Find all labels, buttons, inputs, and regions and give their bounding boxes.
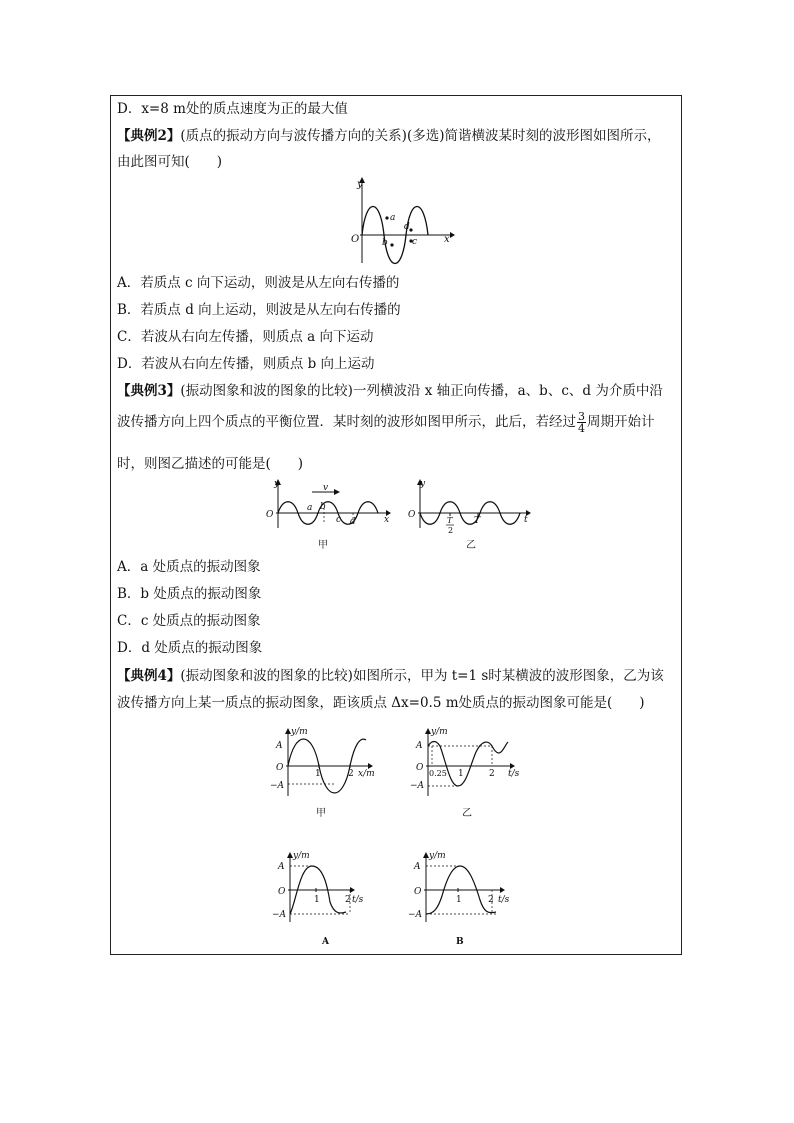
ex4-A-negA: −A xyxy=(272,910,287,920)
prev-option-d: D．x=8 m处的质点速度为正的最大值 xyxy=(117,101,348,117)
ex4-B-negA: −A xyxy=(408,910,423,920)
ex4-jia-negA: −A xyxy=(270,781,285,791)
ex3-yi-t: t xyxy=(524,515,528,525)
ex3-yi-T: T xyxy=(474,516,481,526)
ex4-jia-ylabel: y/m xyxy=(291,727,308,737)
ex4-B-t1: 1 xyxy=(456,895,462,905)
ex4-B-A: A xyxy=(414,862,421,872)
ex3-jia-x: x xyxy=(384,515,390,525)
ex3-fig-yi xyxy=(402,478,532,550)
ex2-option-a: A．若质点 c 向下运动，则波是从左向右传播的 xyxy=(117,275,400,291)
ex4-yi-t2: 2 xyxy=(489,769,495,779)
ex3-yi-y: y xyxy=(420,479,426,489)
ex4-A-caption: A xyxy=(322,937,329,947)
ex2-origin: O xyxy=(351,234,360,245)
ex3-line1 xyxy=(117,382,663,400)
ex4-yi-O: O xyxy=(416,763,424,773)
ex4-yi-negA: −A xyxy=(410,781,425,791)
ex4-A-A: A xyxy=(278,862,285,872)
ex4-line2: 波传播方向上某一质点的振动图象，距该质点 Δx=0.5 m处质点的振动图象可能是( ) xyxy=(117,695,645,711)
ex3-jia-origin: O xyxy=(266,510,274,520)
ex4-A-ylabel: y/m xyxy=(293,851,310,861)
ex3-option-b: B．b 处质点的振动图象 xyxy=(117,586,262,602)
ex4-yi-ylabel: y/m xyxy=(431,727,448,737)
ex3-yi-caption: 乙 xyxy=(466,540,476,551)
ex4-B-ylabel: y/m xyxy=(429,851,446,861)
ex4-B-xlabel: t/s xyxy=(498,895,510,905)
ex3-jia-y: y xyxy=(274,479,280,489)
ex4-A-t2: 2 xyxy=(345,895,351,905)
ex4-jia-caption: 甲 xyxy=(316,808,326,819)
ex2-point-c: c xyxy=(412,237,418,247)
ex2-option-c: C．若波从右向左传播，则质点 a 向下运动 xyxy=(117,329,374,345)
ex4-A-xlabel: t/s xyxy=(352,895,364,905)
ex4-yi-t1: 1 xyxy=(458,769,464,779)
ex3-line2 xyxy=(117,411,655,434)
ex4-line1 xyxy=(117,667,664,685)
ex3-option-d: D．d 处质点的振动图象 xyxy=(117,640,263,656)
ex3-jia-c: c xyxy=(336,515,342,525)
ex4-B-O: O xyxy=(414,887,422,897)
ex3-option-c: C．c 处质点的振动图象 xyxy=(117,613,261,629)
ex3-yi-half-den: 2 xyxy=(448,526,454,535)
ex3-fig-jia xyxy=(262,478,392,550)
ex3-tag: 【典例3】 xyxy=(117,383,181,399)
ex2-x-label: x xyxy=(444,234,450,245)
ex4-yi-caption: 乙 xyxy=(462,808,472,819)
ex4-B-caption: B xyxy=(456,937,464,947)
ex3-yi-half-num: T xyxy=(447,516,453,525)
ex3-jia-caption: 甲 xyxy=(318,540,328,551)
ex3-frac-num: 3 xyxy=(578,410,585,423)
ex4-yi-t025: 0.25 xyxy=(429,769,447,778)
ex3-frac-den: 4 xyxy=(578,422,585,435)
ex2-point-a: a xyxy=(390,213,396,223)
ex4-A-t1: 1 xyxy=(314,895,320,905)
ex4-jia-t2: 2 xyxy=(348,769,354,779)
ex3-jia-v: v xyxy=(323,483,329,493)
ex2-point-d: d xyxy=(404,222,410,232)
ex2-line2: 由此图可知( ) xyxy=(117,154,223,170)
ex4-jia-O: O xyxy=(276,763,284,773)
ex4-yi-xlabel: t/s xyxy=(508,769,520,779)
ex4-jia-xlabel: x/m xyxy=(358,769,375,779)
ex4-fig-option-a xyxy=(272,850,372,950)
ex2-wave-figure xyxy=(340,175,460,267)
ex3-jia-b: b xyxy=(320,502,326,512)
ex4-jia-t1: 1 xyxy=(315,769,321,779)
ex2-tag: 【典例2】 xyxy=(117,128,181,144)
ex3-fraction xyxy=(577,411,586,434)
ex3-option-a: A．a 处质点的振动图象 xyxy=(117,559,261,575)
ex4-tag: 【典例4】 xyxy=(117,668,181,684)
ex2-line1 xyxy=(117,127,660,145)
ex2-option-b: B．若质点 d 向上运动，则波是从左向右传播的 xyxy=(117,302,401,318)
ex4-yi-A: A xyxy=(416,741,423,751)
ex4-fig-jia xyxy=(262,726,392,821)
ex3-jia-a: a xyxy=(307,503,313,513)
ex4-fig-option-b xyxy=(408,850,518,950)
ex4-jia-A: A xyxy=(276,741,283,751)
ex2-y-label: y xyxy=(357,179,363,190)
ex2-option-d: D．若波从右向左传播，则质点 b 向上运动 xyxy=(117,356,375,372)
ex2-text1: (质点的振动方向与波传播方向的关系)(多选)简谐横波某时刻的波形图如图所示， xyxy=(180,128,661,144)
ex3-text2-pre: 波传播方向上四个质点的平衡位置．某时刻的波形如图甲所示，此后，若经过 xyxy=(117,414,576,430)
ex3-yi-origin: O xyxy=(408,510,416,520)
ex3-text2-post: 周期开始计 xyxy=(587,414,655,430)
ex4-A-O: O xyxy=(278,887,286,897)
ex3-jia-d: d xyxy=(350,517,356,527)
ex4-B-t2: 2 xyxy=(488,895,494,905)
ex3-line3: 时，则图乙描述的可能是( ) xyxy=(117,456,304,472)
ex4-text1: (振动图象和波的图象的比较)如图所示，甲为 t=1 s时某横波的波形图象，乙为该 xyxy=(180,668,664,684)
ex3-text1: (振动图象和波的图象的比较)一列横波沿 x 轴正向传播，a、b、c、d 为介质中沿 xyxy=(180,383,663,399)
ex2-point-b: b xyxy=(382,238,388,248)
ex4-fig-yi xyxy=(410,726,530,821)
